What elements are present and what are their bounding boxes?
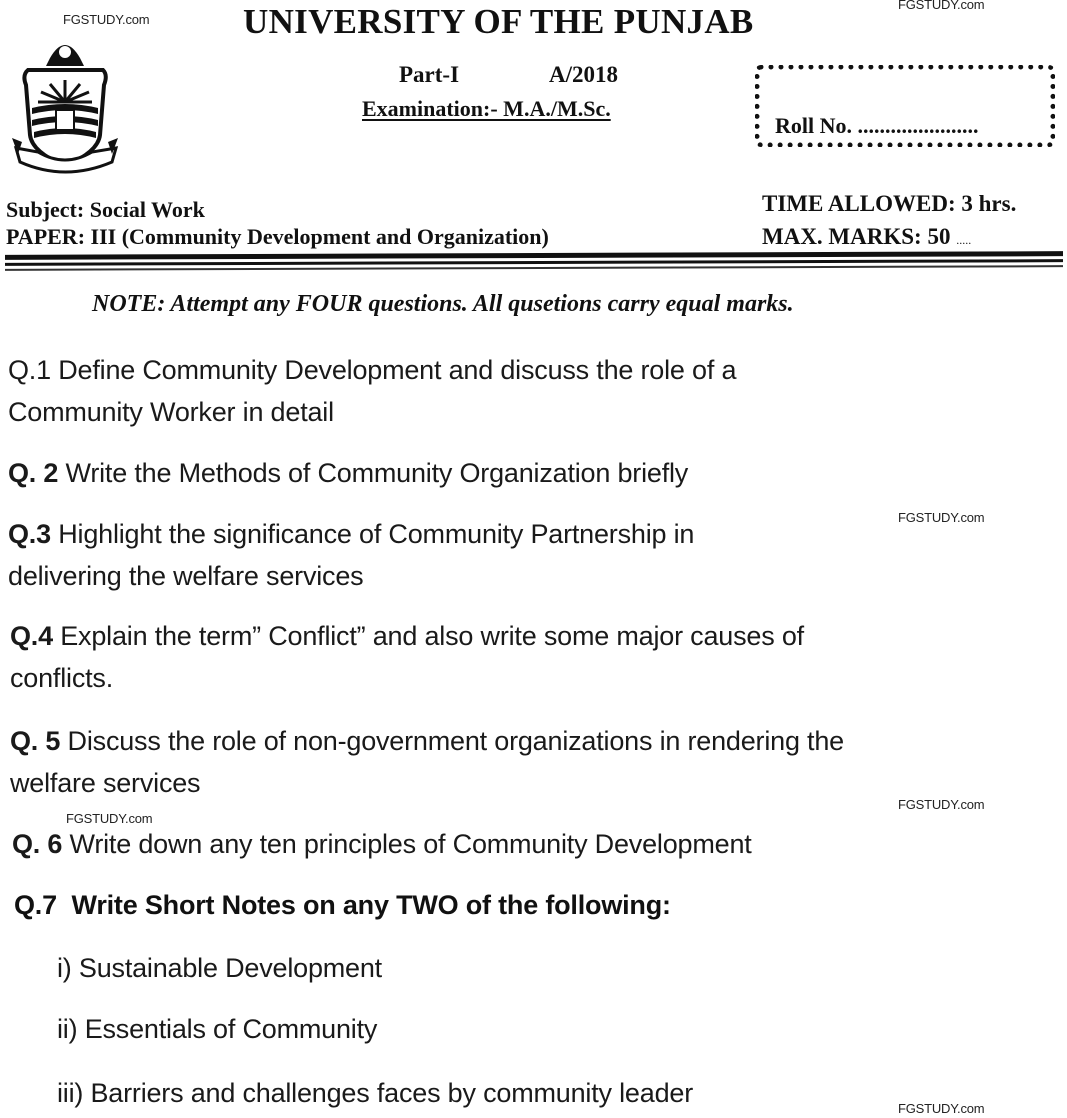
- question-text-cont: delivering the welfare services: [8, 561, 364, 591]
- time-allowed: TIME ALLOWED: 3 hrs.: [762, 191, 1017, 216]
- question-number: Q.7: [14, 890, 57, 920]
- exam-session: A/2018: [549, 62, 618, 87]
- question-text: Write Short Notes on any TWO of the following:: [71, 890, 671, 920]
- question-text: Write down any ten principles of Community Development: [69, 829, 752, 859]
- question-text: Discuss the role of non-government organizations in rendering the: [67, 726, 844, 756]
- subject-label: Subject: Social Work: [6, 197, 205, 222]
- short-note-item-2: ii) Essentials of Community: [57, 1014, 378, 1044]
- question-3: [8, 513, 694, 597]
- exam-part: Part-I: [399, 62, 460, 87]
- watermark-lower-right: FGSTUDY.com: [898, 797, 985, 812]
- question-number: Q.3: [8, 519, 51, 549]
- watermark-mid-right: FGSTUDY.com: [898, 510, 985, 525]
- question-5: [10, 720, 844, 804]
- watermark-bottom-right: FGSTUDY.com: [898, 1101, 985, 1116]
- question-number: Q. 6: [12, 829, 63, 859]
- question-text: Highlight the significance of Community Partnership in: [58, 519, 695, 549]
- question-number: Q.1: [8, 355, 51, 385]
- instructions-note: NOTE: Attempt any FOUR questions. All qusetions carry equal marks.: [92, 291, 794, 317]
- question-6: [12, 823, 752, 865]
- question-2: [8, 452, 688, 494]
- question-number: Q. 5: [10, 726, 61, 756]
- short-note-item-1: i) Sustainable Development: [57, 953, 382, 983]
- question-number: Q.4: [10, 621, 53, 651]
- header-divider-thick: [5, 251, 1063, 260]
- question-text-cont: welfare services: [10, 768, 201, 798]
- question-text-cont: conflicts.: [10, 663, 114, 693]
- watermark-top-right: FGSTUDY.com: [898, 0, 985, 12]
- question-text: Explain the term” Conflict” and also write some major causes of: [60, 621, 804, 651]
- question-4: [10, 615, 804, 699]
- max-marks: [762, 224, 971, 250]
- question-number: Q. 2: [8, 458, 59, 488]
- header-divider-thin: [5, 265, 1063, 271]
- max-marks-trail: .....: [956, 233, 972, 247]
- question-1: [8, 349, 736, 433]
- roll-number-field: Roll No. ......................: [775, 113, 979, 138]
- max-marks-value: MAX. MARKS: 50: [762, 224, 951, 249]
- university-title: UNIVERSITY OF THE PUNJAB: [243, 2, 754, 41]
- question-7-heading: [14, 890, 671, 921]
- watermark-mid-left: FGSTUDY.com: [66, 811, 153, 826]
- watermark-top-left: FGSTUDY.com: [63, 12, 150, 27]
- paper-label: PAPER: III (Community Development and Organization): [6, 224, 549, 249]
- question-text: Define Community Development and discuss the role of a: [58, 355, 737, 385]
- question-text: Write the Methods of Community Organization briefly: [65, 458, 689, 488]
- short-note-item-3: iii) Barriers and challenges faces by community leader: [57, 1078, 693, 1108]
- university-crest-icon: [8, 30, 123, 180]
- examination-label: Examination:- M.A./M.Sc.: [362, 96, 611, 121]
- question-text-cont: Community Worker in detail: [8, 397, 334, 427]
